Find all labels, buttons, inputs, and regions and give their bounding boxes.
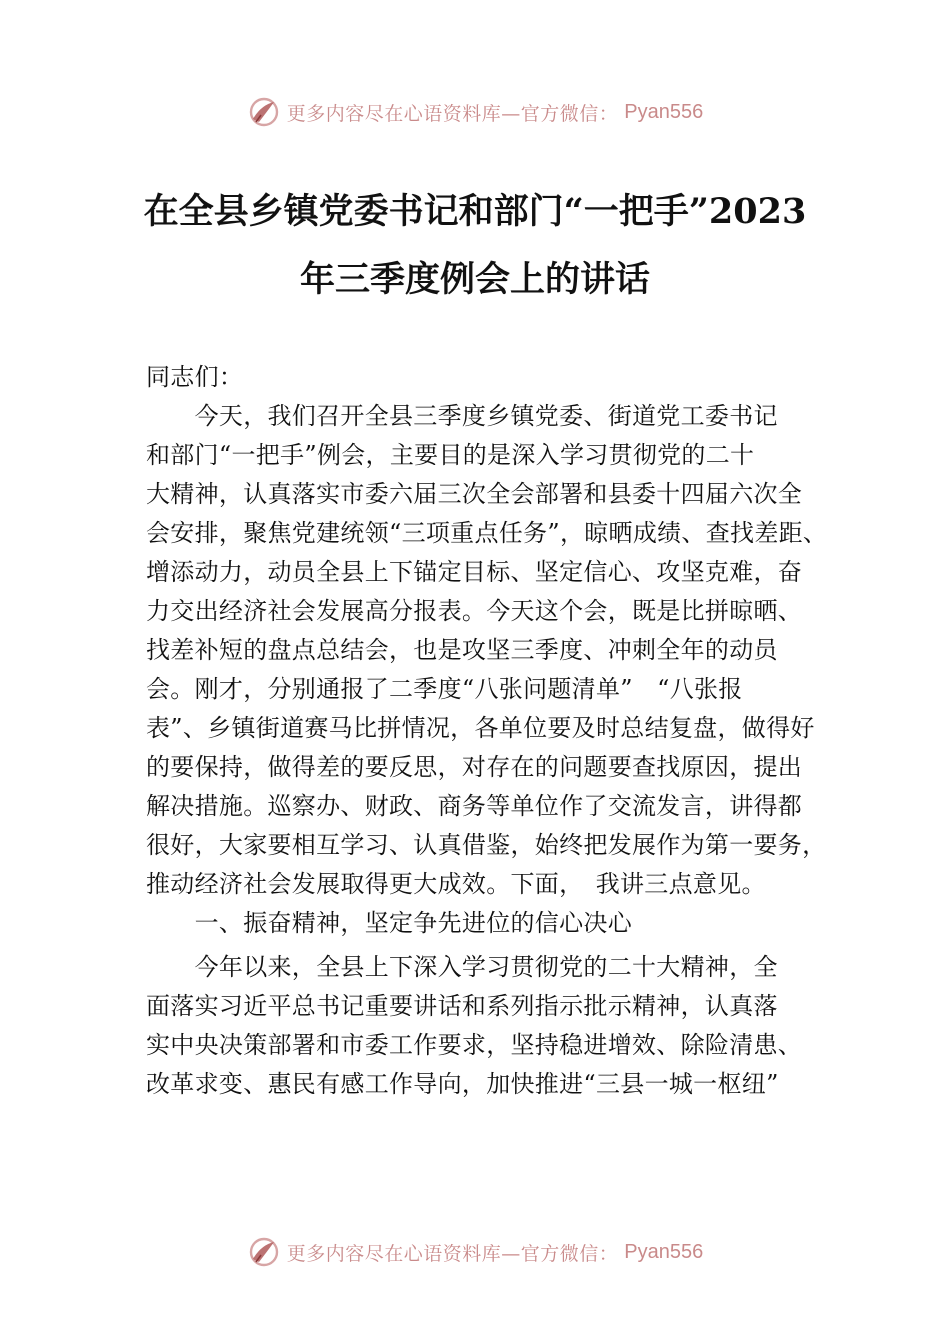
pen-logo-icon bbox=[247, 95, 281, 129]
watermark-text: 更多内容尽在心语资料库—官方微信： bbox=[286, 102, 619, 125]
body-line: 很好，大家要相互学习、认真借鉴，始终把发展作为第一要务， bbox=[146, 831, 827, 859]
watermark-text: 更多内容尽在心语资料库—官方微信： bbox=[286, 1242, 619, 1265]
body-line: 会。刚才，分别通报了二季度“八张问题清单” “八张报 bbox=[146, 675, 743, 703]
body-line: 面落实习近平总书记重要讲话和系列指示批示精神，认真落 bbox=[146, 992, 778, 1020]
body-line: 解决措施。巡察办、财政、商务等单位作了交流发言，讲得都 bbox=[146, 792, 803, 820]
body-line: 今年以来，全县上下深入学习贯彻党的二十大精神，全 bbox=[146, 953, 778, 981]
document-title-line-2: 年三季度例会上的讲话 bbox=[299, 259, 650, 300]
body-line: 找差补短的盘点总结会，也是攻坚三季度、冲刺全年的动员 bbox=[146, 636, 778, 664]
body-line: 实中央决策部署和市委工作要求，坚持稳进增效、除险清患、 bbox=[146, 1031, 803, 1059]
footer-watermark bbox=[0, 1232, 950, 1272]
body-line: 推动经济社会发展取得更大成效。下面， 我讲三点意见。 bbox=[146, 870, 766, 898]
watermark-wechat-id: Pyan556 bbox=[624, 1240, 704, 1263]
watermark-wechat-id: Pyan556 bbox=[624, 100, 704, 123]
body-line: 增添动力，动员全县上下锚定目标、坚定信心、攻坚克难，奋 bbox=[146, 558, 803, 586]
body-line: 改革求变、惠民有感工作导向，加快推进“三县一城一枢纽” bbox=[146, 1070, 779, 1098]
pen-logo-icon bbox=[247, 1235, 281, 1269]
body-line: 会安排，聚焦党建统领“三项重点任务”，晾晒成绩、查找差距、 bbox=[146, 519, 828, 547]
document-title-line-1: 在全县乡镇党委书记和部门“一把手”2023 bbox=[143, 191, 807, 232]
body-line: 力交出经济社会发展高分报表。今天这个会，既是比拼晾晒、 bbox=[146, 597, 803, 625]
section-heading: 一、振奋精神，坚定争先进位的信心决心 bbox=[146, 909, 632, 937]
body-line: 的要保持，做得差的要反思，对存在的问题要查找原因，提出 bbox=[146, 753, 803, 781]
body-line: 和部门“一把手”例会，主要目的是深入学习贯彻党的二十 bbox=[146, 441, 755, 469]
header-watermark bbox=[0, 92, 950, 132]
body-line: 表”、乡镇街道赛马比拼情况，各单位要及时总结复盘，做得好 bbox=[146, 714, 815, 742]
salutation: 同志们： bbox=[146, 363, 244, 391]
body-line: 今天，我们召开全县三季度乡镇党委、街道党工委书记 bbox=[146, 402, 778, 430]
body-line: 大精神，认真落实市委六届三次全会部署和县委十四届六次全 bbox=[146, 480, 803, 508]
